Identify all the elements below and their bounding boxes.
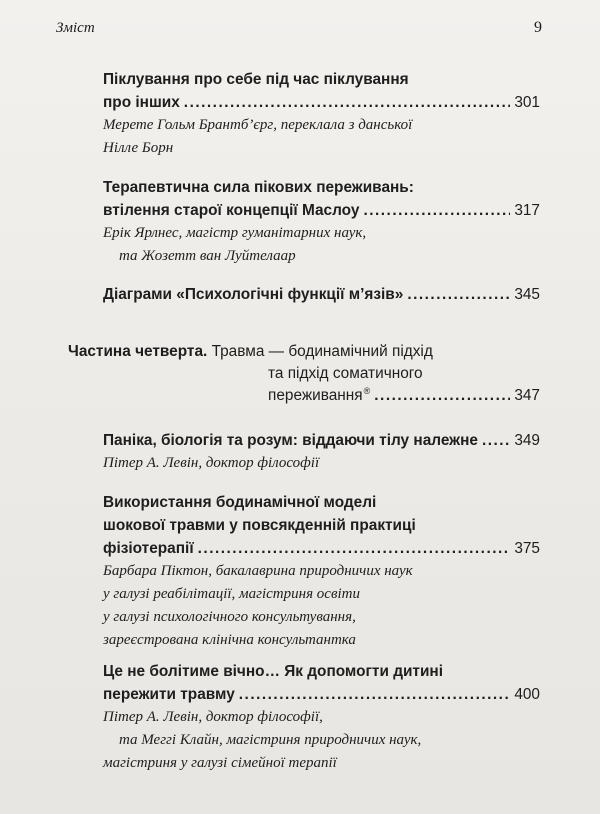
entry-page-number: 349 — [514, 432, 540, 449]
part-title-line: Травма — бодинамічний підхід — [211, 343, 433, 360]
toc-entry-panic-biology — [103, 429, 540, 475]
part-four-heading — [68, 341, 540, 407]
part-title-line: та підхід соматичного — [268, 365, 423, 382]
leader-dots — [198, 537, 511, 560]
entry-title-line: шокової травми у повсякденній практиці — [103, 517, 416, 534]
entry-author-line: магістриня у галузі сімейної терапії — [103, 755, 337, 771]
entry-title-line: Терапевтична сила пікових переживань: — [103, 179, 414, 196]
entry-page-number: 301 — [514, 94, 540, 111]
toc-entry-peak-experiences — [103, 176, 540, 268]
toc-entry-self-care — [103, 68, 540, 160]
part-title-lead-line — [68, 385, 540, 407]
entry-author-line: Барбара Піктон, бакалаврина природничих наук — [103, 563, 413, 579]
entry-title-line: втілення старої концепції Маслоу — [103, 202, 360, 219]
entry-title-line: Використання бодинамічної моделі — [103, 494, 377, 511]
entry-author-line: зареєстрована клінічна консультантка — [103, 632, 356, 648]
entry-title-line: фізіотерапії — [103, 540, 194, 557]
entry-title-line: Діаграми «Психологічні функції м’язів» — [103, 286, 404, 303]
entry-title-line: пережити травму — [103, 686, 235, 703]
entry-title-line: Паніка, біологія та розум: віддаючи тілу належне — [103, 432, 478, 449]
entry-title-line: Це не болітиме вічно… Як допомогти дитині — [103, 663, 444, 680]
entry-author-line: та Жозетт ван Луйтелаар — [119, 248, 296, 264]
leader-dots — [482, 429, 510, 452]
entry-author-line: у галузі реабілітації, магістриня освіти — [103, 586, 360, 602]
entry-title-lead-line — [103, 283, 540, 306]
entry-author-line: Пітер А. Левін, доктор філософії — [103, 455, 320, 471]
registered-mark: ® — [363, 385, 371, 396]
part-page-number: 347 — [514, 387, 540, 404]
entry-page-number: 375 — [514, 540, 540, 557]
entry-page-number: 345 — [514, 286, 540, 303]
part-label: Частина четверта. — [68, 343, 208, 360]
entry-page-number: 400 — [514, 686, 540, 703]
entry-title-lead-line — [103, 429, 540, 452]
entry-author-line: у галузі психологічного консультування, — [103, 609, 356, 625]
entry-page-number: 317 — [514, 202, 540, 219]
entry-author-line: Пітер А. Левін, доктор філософії, — [103, 709, 323, 725]
part-heading-line — [68, 341, 540, 363]
leader-dots — [363, 199, 510, 222]
leader-dots — [374, 385, 510, 407]
entry-title-line: Піклування про себе під час піклування — [103, 71, 409, 88]
entry-author-line: Мерете Гольм Брантб’єрг, переклала з данської — [103, 117, 413, 133]
part-title-line — [268, 385, 370, 407]
entry-author-line: Нілле Борн — [103, 140, 174, 156]
running-head: Зміст — [56, 20, 95, 36]
entry-title-lead-line — [103, 91, 540, 114]
entry-title-line: про інших — [103, 94, 180, 111]
leader-dots — [184, 91, 511, 114]
entry-author-line: Ерік Ярлнес, магістр гуманітарних наук, — [103, 225, 367, 241]
entry-title-lead-line — [103, 683, 540, 706]
entry-author-line: та Меггі Клайн, магістриня природничих наук, — [119, 732, 422, 748]
leader-dots — [239, 683, 511, 706]
toc-entry-child-trauma — [103, 660, 540, 775]
entry-title-lead-line — [103, 199, 540, 222]
toc-entry-diagrams — [103, 283, 540, 306]
leader-dots — [407, 283, 510, 306]
page-number: 9 — [534, 19, 542, 36]
part-title-text: переживання — [268, 387, 363, 404]
entry-title-lead-line — [103, 537, 540, 560]
toc-entry-shock-trauma-model — [103, 491, 540, 652]
